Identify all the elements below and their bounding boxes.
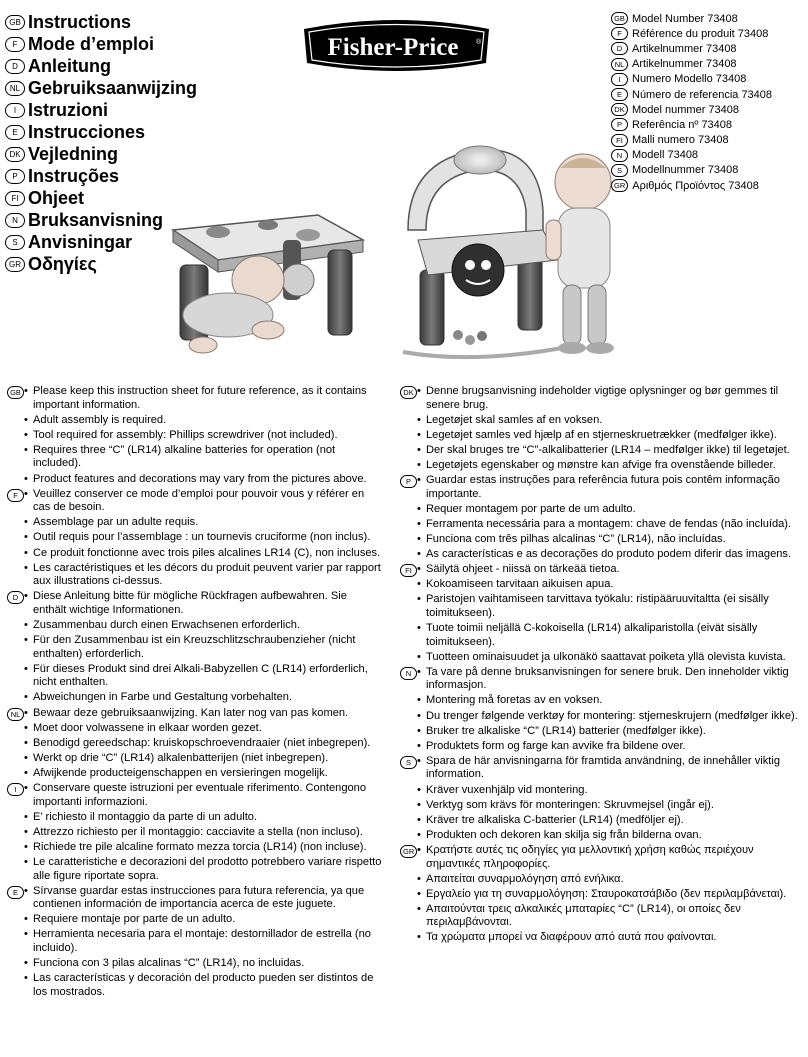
instruction-bullet: • Assemblage par un adulte requis.: [24, 516, 382, 530]
language-code-badge: E: [611, 88, 628, 101]
language-code-badge: FI: [611, 134, 628, 147]
title-text: Anvisningar: [28, 231, 133, 252]
logo-graphic: [300, 15, 493, 75]
instruction-bullet: • Kokoamiseen tarvitaan aikuisen apua.: [417, 578, 800, 592]
model-number-text: Modell 73408: [632, 149, 699, 162]
language-code-badge: D: [5, 59, 25, 74]
language-code-badge: I: [5, 103, 25, 118]
language-section: [7, 385, 382, 486]
instruction-bullet: • Produkten och dekoren kan skilja sig från bilderna ovan.: [417, 829, 800, 843]
instruction-bullet: • Montering må foretas av en voksen.: [417, 694, 800, 708]
model-number-text: Numero Modello 73408: [632, 73, 747, 86]
title-text: Anleitung: [28, 55, 111, 76]
title-text: Mode d’emploi: [28, 33, 154, 54]
toy-table-mode: [173, 215, 363, 353]
instruction-bullet: • Guardar estas instruções para referência futura pois contêm informação importante.: [417, 474, 800, 501]
language-code-badge: I: [611, 73, 628, 86]
instruction-bullet: • Απαιτείται συναρμολόγηση από ενήλικα.: [417, 873, 800, 887]
instruction-bullet: • As características e as decorações do produto podem diferir das imagens.: [417, 548, 800, 562]
model-number-text: Referência nº 73408: [632, 118, 733, 131]
language-section: [400, 563, 800, 664]
toy-activity-center-mode: [403, 146, 614, 357]
title-text: Instruções: [28, 165, 120, 186]
language-section: [400, 844, 800, 945]
instruction-bullet: • Tool required for assembly: Phillips screwdriver (not included).: [24, 429, 382, 443]
instruction-bullet: • Afwijkende producteigenschappen en versieringen mogelijk.: [24, 767, 382, 781]
instruction-bullet: • Requer montagem por parte de um adulto.: [417, 503, 800, 517]
model-number-text: Artikelnummer 73408: [632, 42, 737, 55]
instruction-bullet: • Απαιτούνται τρεις αλκαλικές μπαταρίες “C” (LR14), οι οποίες δεν περιλαμβάνονται.: [417, 903, 800, 930]
language-code-badge: GB: [611, 12, 628, 25]
title-text: Οδηγίες: [28, 253, 97, 274]
language-section: [400, 666, 800, 754]
model-number-row: [611, 11, 806, 26]
language-code-badge: S: [5, 235, 25, 250]
model-number-row: [611, 26, 806, 41]
instruction-bullet: • Bewaar deze gebruiksaanwijzing. Kan later nog van pas komen.: [24, 707, 382, 721]
language-code-badge: GR: [400, 845, 417, 858]
language-code-badge: E: [7, 886, 24, 899]
model-number-text: Número de referencia 73408: [632, 88, 773, 101]
instruction-bullet: • Zusammenbau durch einen Erwachsenen erforderlich.: [24, 619, 382, 633]
language-section: [7, 782, 382, 883]
language-section: [7, 707, 382, 781]
language-code-badge: DK: [400, 386, 417, 399]
language-code-badge: NL: [5, 81, 25, 96]
language-section: [7, 488, 382, 589]
instruction-bullet: • Säilytä ohjeet - niissä on tärkeää tietoa.: [417, 563, 800, 577]
instruction-bullet: • Tuote toimii neljällä C-kokoisella (LR14) alkaliparistolla (eivät sisälly toimitukseen).: [417, 622, 800, 649]
model-number-text: Artikelnummer 73408: [632, 58, 737, 71]
language-code-badge: NL: [7, 708, 24, 721]
language-code-badge: N: [611, 149, 628, 162]
instruction-bullet: • Adult assembly is required.: [24, 414, 382, 428]
language-code-badge: I: [7, 783, 24, 796]
instruction-bullet: • Las características y decoración del producto pueden ser distintos de los mostrados.: [24, 972, 382, 999]
title-text: Instructions: [28, 11, 132, 32]
logo-registered-mark: ®: [476, 39, 482, 46]
language-code-badge: FI: [400, 564, 417, 577]
model-number-row: [611, 72, 806, 87]
language-code-badge: GR: [611, 179, 628, 192]
fisher-price-logo: [300, 15, 493, 75]
language-code-badge: GR: [5, 257, 25, 272]
title-row: [5, 33, 295, 55]
instruction-bullet: • Sírvanse guardar estas instrucciones para futura referencia, ya que contienen información de importancia acerca de este juguete.: [24, 885, 382, 912]
language-code-badge: N: [5, 213, 25, 228]
instruction-bullet: • Outil requis pour l’assemblage : un tournevis cruciforme (non inclus).: [24, 531, 382, 545]
model-number-text: Model nummer 73408: [632, 103, 740, 116]
instructions-column-right: [400, 385, 800, 947]
language-code-badge: P: [611, 118, 628, 131]
instruction-bullet: • Legetøjet skal samles af en voksen.: [417, 414, 800, 428]
model-number-text: Model Number 73408: [632, 12, 738, 25]
model-number-text: Αριθμός Προϊόντος 73408: [632, 179, 759, 192]
language-code-badge: P: [400, 475, 417, 488]
instruction-bullet: • Tuotteen ominaisuudet ja ulkonäkö saattavat poiketa yllä olevista kuvista.: [417, 651, 800, 665]
instruction-bullet: • Paristojen vaihtamiseen tarvittava työkalu: ristipääruuvitaltta (ei sisälly toimitukseen).: [417, 593, 800, 620]
instruction-bullet: • Kräver tre alkaliska C-batterier (LR14) (medföljer ej).: [417, 814, 800, 828]
instruction-bullet: • Herramienta necesaria para el montaje: destornillador de estrella (no incluido).: [24, 928, 382, 955]
language-code-badge: DK: [5, 147, 25, 162]
instruction-bullet: • Funciona com três pilhas alcalinas “C” (LR14), não incluídas.: [417, 533, 800, 547]
instruction-bullet: • Product features and decorations may vary from the pictures above.: [24, 473, 382, 487]
language-section: [400, 474, 800, 562]
instruction-bullet: • Abweichungen in Farbe und Gestaltung vorbehalten.: [24, 691, 382, 705]
language-code-badge: F: [7, 489, 24, 502]
language-code-badge: F: [5, 37, 25, 52]
instruction-bullet: • Ce produit fonctionne avec trois piles alcalines LR14 (C), non incluses.: [24, 547, 382, 561]
language-code-badge: F: [611, 27, 628, 40]
instruction-bullet: • Verktyg som krävs för monteringen: Skruvmejsel (ingår ej).: [417, 799, 800, 813]
title-row: [5, 11, 295, 33]
instruction-bullet: • Diese Anleitung bitte für mögliche Rückfragen aufbewahren. Sie enthält wichtige Informationen.: [24, 590, 382, 617]
logo-text: Fisher-Price: [327, 34, 459, 61]
language-code-badge: S: [400, 756, 417, 769]
instruction-bullet: • Funciona con 3 pilas alcalinas “C” (LR14), no incluidas.: [24, 957, 382, 971]
instruction-bullet: • Benodigd gereedschap: kruiskopschroevendraaier (niet inbegrepen).: [24, 737, 382, 751]
instruction-bullet: • Ta vare på denne bruksanvisningen for senere bruk. Den inneholder viktig informasjon.: [417, 666, 800, 693]
language-code-badge: FI: [5, 191, 25, 206]
language-code-badge: NL: [611, 58, 628, 71]
instructions-column-left: [7, 385, 382, 1001]
language-code-badge: D: [611, 42, 628, 55]
language-code-badge: N: [400, 667, 417, 680]
language-code-badge: E: [5, 125, 25, 140]
model-number-text: Référence du produit 73408: [632, 27, 769, 40]
product-photo-illustration: [158, 90, 648, 378]
instruction-bullet: • Les caractéristiques et les décors du produit peuvent varier par rapport aux illustrations ci-dessus.: [24, 562, 382, 589]
model-number-row: [611, 41, 806, 56]
language-code-badge: S: [611, 164, 628, 177]
instruction-bullet: • Richiede tre pile alcaline formato mezza torcia (LR14) (non incluse).: [24, 841, 382, 855]
instruction-bullet: • Κρατήστε αυτές τις οδηγίες για μελλοντική χρήση καθώς περιέχουν σημαντικές πληροφορίες.: [417, 844, 800, 871]
model-number-text: Modellnummer 73408: [632, 164, 739, 177]
instruction-bullet: • Legetøjets egenskaber og mønstre kan afvige fra ovenstående billeder.: [417, 459, 800, 473]
instruction-bullet: • Spara de här anvisningarna för framtida användning, de innehåller viktig information.: [417, 755, 800, 782]
instruction-bullet: • Legetøjet samles ved hjælp af en stjerneskruetrækker (medfølger ikke).: [417, 429, 800, 443]
language-code-badge: GB: [5, 15, 25, 30]
instruction-bullet: • Moet door volwassene in elkaar worden gezet.: [24, 722, 382, 736]
language-code-badge: GB: [7, 386, 24, 399]
instruction-bullet: • Der skal bruges tre “C”-alkalibatterier (LR14 – medfølger ikke) til legetøjet.: [417, 444, 800, 458]
instruction-bullet: • Bruker tre alkaliske “C” (LR14) batterier (medfølger ikke).: [417, 725, 800, 739]
title-text: Ohjeet: [28, 187, 85, 208]
language-code-badge: D: [7, 591, 24, 604]
title-text: Gebruiksaanwijzing: [28, 77, 198, 98]
instruction-bullet: • Please keep this instruction sheet for future reference, as it contains important information.: [24, 385, 382, 412]
product-photo: [158, 90, 648, 378]
language-section: [400, 385, 800, 473]
instruction-bullet: • Produktets form og farge kan avvike fra bildene over.: [417, 740, 800, 754]
instruction-bullet: • Εργαλείο για τη συναρμολόγηση: Σταυροκατσάβιδο (δεν περιλαμβάνεται).: [417, 888, 800, 902]
instruction-bullet: • Veuillez conserver ce mode d’emploi pour pouvoir vous y référer en cas de besoin.: [24, 488, 382, 515]
instruction-bullet: • Requires three “C” (LR14) alkaline batteries for operation (not included).: [24, 444, 382, 471]
instruction-bullet: • Attrezzo richiesto per il montaggio: cacciavite a stella (non incluso).: [24, 826, 382, 840]
title-text: Instrucciones: [28, 121, 146, 142]
title-row: [5, 55, 295, 77]
model-number-row: [611, 57, 806, 72]
title-text: Vejledning: [28, 143, 119, 164]
instruction-bullet: • Τα χρώματα μπορεί να διαφέρουν από αυτά που φαίνονται.: [417, 931, 800, 945]
language-section: [7, 590, 382, 705]
instruction-bullet: • Du trenger følgende verktøy for montering: stjerneskrujern (medfølger ikke).: [417, 710, 800, 724]
instruction-bullet: • Werkt op drie “C” (LR14) alkalenbatterijen (niet inbegrepen).: [24, 752, 382, 766]
instruction-bullet: • Für den Zusammenbau ist ein Kreuzschlitzschraubenzieher (nicht enthalten) erforderlich.: [24, 634, 382, 661]
language-section: [400, 755, 800, 843]
instruction-bullet: • Kräver vuxenhjälp vid montering.: [417, 784, 800, 798]
instruction-bullet: • E’ richiesto il montaggio da parte di un adulto.: [24, 811, 382, 825]
instruction-bullet: • Requiere montaje por parte de un adulto.: [24, 913, 382, 927]
instruction-bullet: • Für dieses Produkt sind drei Alkali-Babyzellen C (LR14) erforderlich, nicht enthalten.: [24, 663, 382, 690]
language-section: [7, 885, 382, 1000]
title-text: Bruksanvisning: [28, 209, 164, 230]
language-code-badge: P: [5, 169, 25, 184]
instruction-bullet: • Conservare queste istruzioni per eventuale riferimento. Contengono importanti informazioni.: [24, 782, 382, 809]
instruction-bullet: • Denne brugsanvisning indeholder vigtige oplysninger og bør gemmes til senere brug.: [417, 385, 800, 412]
instruction-bullet: • Ferramenta necessária para a montagem: chave de fendas (não incluída).: [417, 518, 800, 532]
language-code-badge: DK: [611, 103, 628, 116]
model-number-text: Malli numero 73408: [632, 134, 729, 147]
title-text: Istruzioni: [28, 99, 108, 120]
instruction-bullet: • Le caratteristiche e decorazioni del prodotto potrebbero variare rispetto alle figure riportate sopra.: [24, 856, 382, 883]
